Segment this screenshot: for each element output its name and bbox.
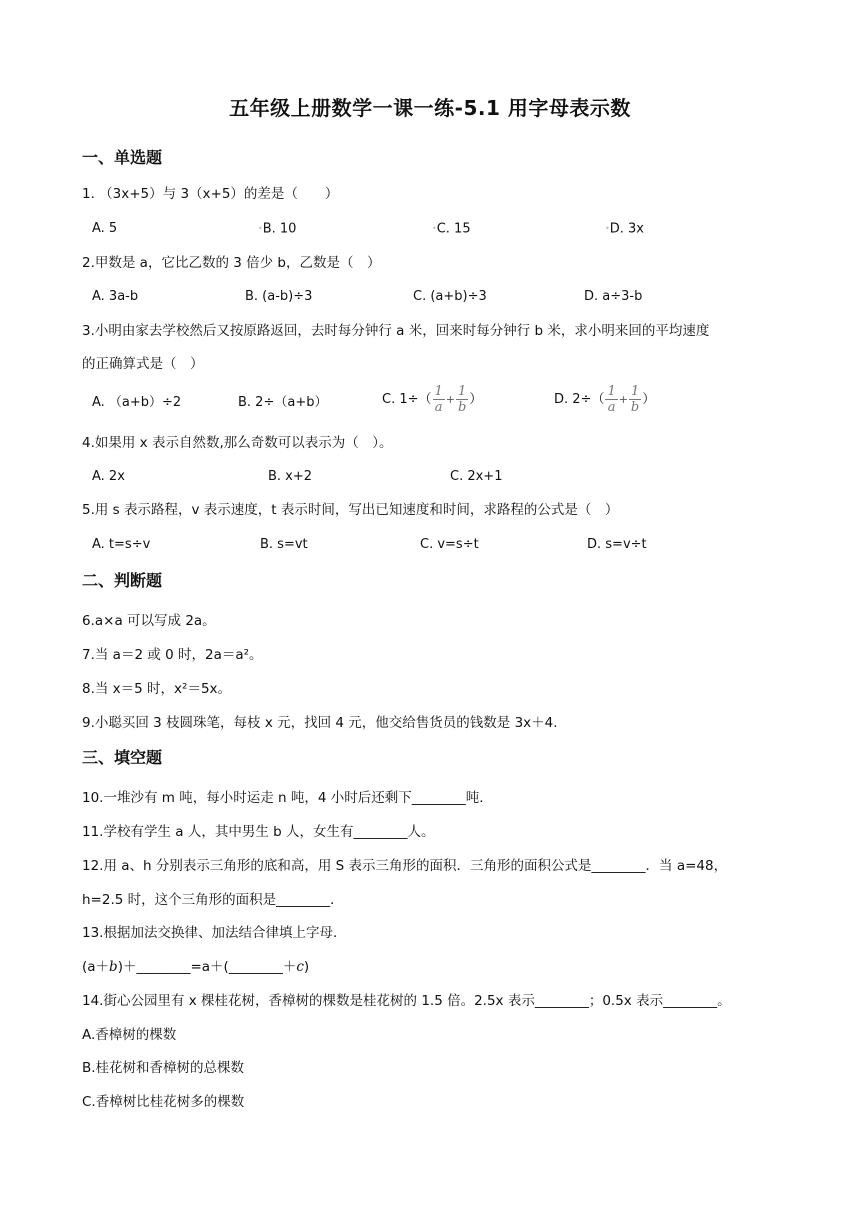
q2-option-c: C. (a+b)÷3	[413, 289, 487, 304]
bullet-dot-icon: •	[432, 224, 437, 233]
fraction-1-over-b: $\frac{1}{b}$	[630, 384, 640, 415]
section-heading-true-false: 二、判断题	[82, 571, 163, 590]
q3-option-d: D. 2÷（ $\frac{1}{a}$ + $\frac{1}{b}$ ）	[554, 384, 656, 415]
question-7: 7.当 a＝2 或 0 时，2a＝a²。	[82, 647, 263, 663]
q2-option-a: A. 3a-b	[92, 289, 139, 304]
q1-option-b: •B. 10	[258, 221, 297, 237]
question-3-line-2: 的正确算式是（ ）	[82, 356, 204, 372]
fraction-1-over-a: $\frac{1}{a}$	[434, 384, 443, 415]
question-12-line-2: h=2.5 时，这个三角形的面积是________．	[82, 892, 344, 908]
q3-option-b: B. 2÷（a+b）	[238, 395, 328, 410]
q1-option-a: A. 5	[92, 221, 118, 236]
q2-option-b: B. (a-b)÷3	[245, 289, 313, 304]
question-6: 6.a×a 可以写成 2a。	[82, 613, 216, 629]
page-title: 五年级上册数学一课一练-5.1 用字母表示数	[229, 96, 631, 120]
question-13-formula: (a＋b)＋________=a＋(________＋c)	[82, 959, 310, 975]
q5-option-a: A. t=s÷v	[92, 537, 151, 552]
bullet-dot-icon: •	[605, 224, 610, 233]
q14-choice-a: A.香樟树的棵数	[82, 1027, 177, 1043]
question-3-line-1: 3.小明由家去学校然后又按原路返回，去时每分钟行 a 米，回来时每分钟行 b 米，求小明来回的平均速度	[82, 323, 710, 339]
question-2: 2.甲数是 a，它比乙数的 3 倍少 b，乙数是（ ）	[82, 255, 381, 271]
q4-option-c: C. 2x+1	[450, 469, 503, 484]
question-1: 1. （3x+5）与 3（x+5）的差是（ ）	[82, 186, 339, 202]
q4-option-b: B. x+2	[268, 469, 313, 484]
q5-option-d: D. s=v÷t	[587, 537, 647, 552]
q1-option-c: •C. 15	[432, 221, 471, 237]
question-11: 11.学校有学生 a 人，其中男生 b 人，女生有________人。	[82, 824, 435, 840]
fraction-1-over-a: $\frac{1}{a}$	[607, 384, 616, 415]
question-13-line-1: 13.根据加法交换律、加法结合律填上字母.	[82, 925, 338, 941]
fraction-1-over-b: $\frac{1}{b}$	[457, 384, 467, 415]
section-heading-fill-in: 三、填空题	[82, 748, 163, 767]
q3-option-c: C. 1÷（ $\frac{1}{a}$ + $\frac{1}{b}$ ）	[382, 384, 483, 415]
bullet-dot-icon: •	[258, 224, 263, 233]
question-9: 9.小聪买回 3 枝圆珠笔，每枝 x 元，找回 4 元，他交给售货员的钱数是 3x＋4.	[82, 715, 558, 731]
q2-option-d: D. a÷3-b	[584, 289, 643, 304]
question-4: 4.如果用 x 表示自然数,那么奇数可以表示为（ ）。	[82, 435, 393, 451]
q5-option-b: B. s=vt	[260, 537, 308, 552]
q14-choice-c: C.香樟树比桂花树多的棵数	[82, 1094, 245, 1110]
section-heading-single-choice: 一、单选题	[82, 148, 163, 167]
question-10: 10.一堆沙有 m 吨，每小时运走 n 吨，4 小时后还剩下________吨.	[82, 790, 484, 806]
q14-choice-b: B.桂花树和香樟树的总棵数	[82, 1060, 245, 1076]
q1-option-d: •D. 3x	[605, 221, 644, 237]
q4-option-a: A. 2x	[92, 469, 125, 484]
question-12-line-1: 12.用 a、h 分别表示三角形的底和高，用 S 表示三角形的面积．三角形的面积公式是________．当 a=48，	[82, 858, 728, 874]
question-8: 8.当 x＝5 时，x²＝5x。	[82, 681, 232, 697]
question-5: 5.用 s 表示路程，v 表示速度，t 表示时间，写出已知速度和时间，求路程的公式是（ ）	[82, 502, 619, 518]
question-14: 14.街心公园里有 x 棵桂花树，香樟树的棵数是桂花树的 1.5 倍。2.5x 表示________；0.5x 表示________。	[82, 993, 731, 1009]
q3-option-a: A. （a+b）÷2	[92, 395, 182, 410]
q5-option-c: C. v=s÷t	[420, 537, 479, 552]
